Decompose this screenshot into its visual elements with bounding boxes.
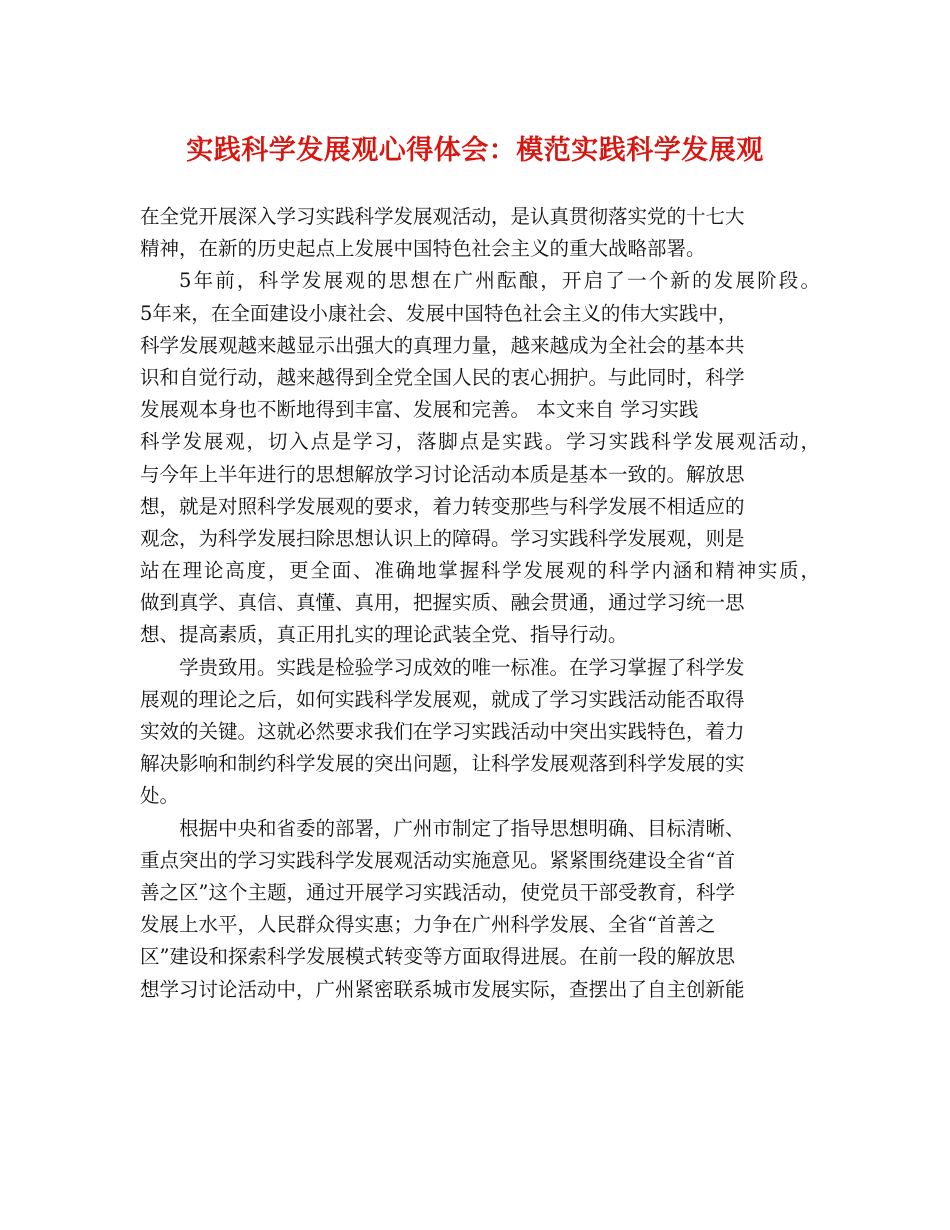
text-line: 与今年上半年进行的思想解放学习讨论活动本质是基本一致的。解放思 — [140, 462, 745, 486]
text-line: 发展观本身也不断地得到丰富、发展和完善。 本文来自 学习实践 — [140, 398, 699, 422]
text-line: 想学习讨论活动中，广州紧密联系城市发展实际，查摆出了自主创新能 — [140, 977, 745, 1001]
text-line: 5年前，科学发展观的思想在广州酝酿，开启了一个新的发展阶段。 — [179, 269, 820, 293]
document-title: 实践科学发展观心得体会：模范实践科学发展观 — [186, 135, 764, 166]
text-line: 科学发展观，切入点是学习，落脚点是实践。学习实践科学发展观活动， — [140, 430, 820, 454]
text-line: 展观的理论之后，如何实践科学发展观，就成了学习实践活动能否取得 — [140, 687, 745, 711]
text-line: 观念，为科学发展扫除思想认识上的障碍。学习实践科学发展观，则是 — [140, 526, 745, 550]
text-line: 实效的关键。这就必然要求我们在学习实践活动中突出实践特色，着力 — [140, 720, 745, 743]
text-line: 站在理论高度，更全面、准确地掌握科学发展观的科学内涵和精神实质， — [140, 559, 820, 583]
document-body — [140, 201, 820, 1006]
text-line: 解决影响和制约科学发展的突出问题，让科学发展观落到科学发展的实 — [140, 752, 745, 776]
text-line: 在全党开展深入学习实践科学发展观活动，是认真贯彻落实党的十七大 — [140, 205, 745, 228]
text-line: 重点突出的学习实践科学发展观活动实施意见。紧紧围绕建设全省“首 — [140, 848, 735, 872]
text-line: 科学发展观越来越显示出强大的真理力量，越来越成为全社会的基本共 — [140, 333, 745, 357]
text-line: 处。 — [140, 784, 180, 808]
text-line: 想、提高素质，真正用扎实的理论武装全党、指导行动。 — [140, 623, 628, 647]
text-line: 区”建设和探索科学发展模式转变等方面取得进展。在前一段的解放思 — [140, 945, 735, 969]
text-line: 精神，在新的历史起点上发展中国特色社会主义的重大战略部署。 — [140, 237, 706, 261]
text-line: 学贵致用。实践是检验学习成效的唯一标准。在学习掌握了科学发 — [179, 655, 745, 679]
text-line: 5年来，在全面建设小康社会、发展中国特色社会主义的伟大实践中， — [140, 301, 738, 325]
text-line: 发展上水平，人民群众得实惠；力争在广州科学发展、全省“首善之 — [140, 913, 716, 937]
text-line: 根据中央和省委的部署，广州市制定了指导思想明确、目标清晰、 — [179, 816, 745, 840]
text-line: 做到真学、真信、真懂、真用，把握实质、融会贯通，通过学习统一思 — [140, 591, 745, 615]
text-line: 识和自觉行动，越来越得到全党全国人民的衷心拥护。与此同时，科学 — [140, 365, 745, 389]
text-line: 想，就是对照科学发展观的要求，着力转变那些与科学发展不相适应的 — [140, 494, 745, 518]
text-line: 善之区”这个主题，通过开展学习实践活动，使党员干部受教育，科学 — [140, 880, 735, 904]
